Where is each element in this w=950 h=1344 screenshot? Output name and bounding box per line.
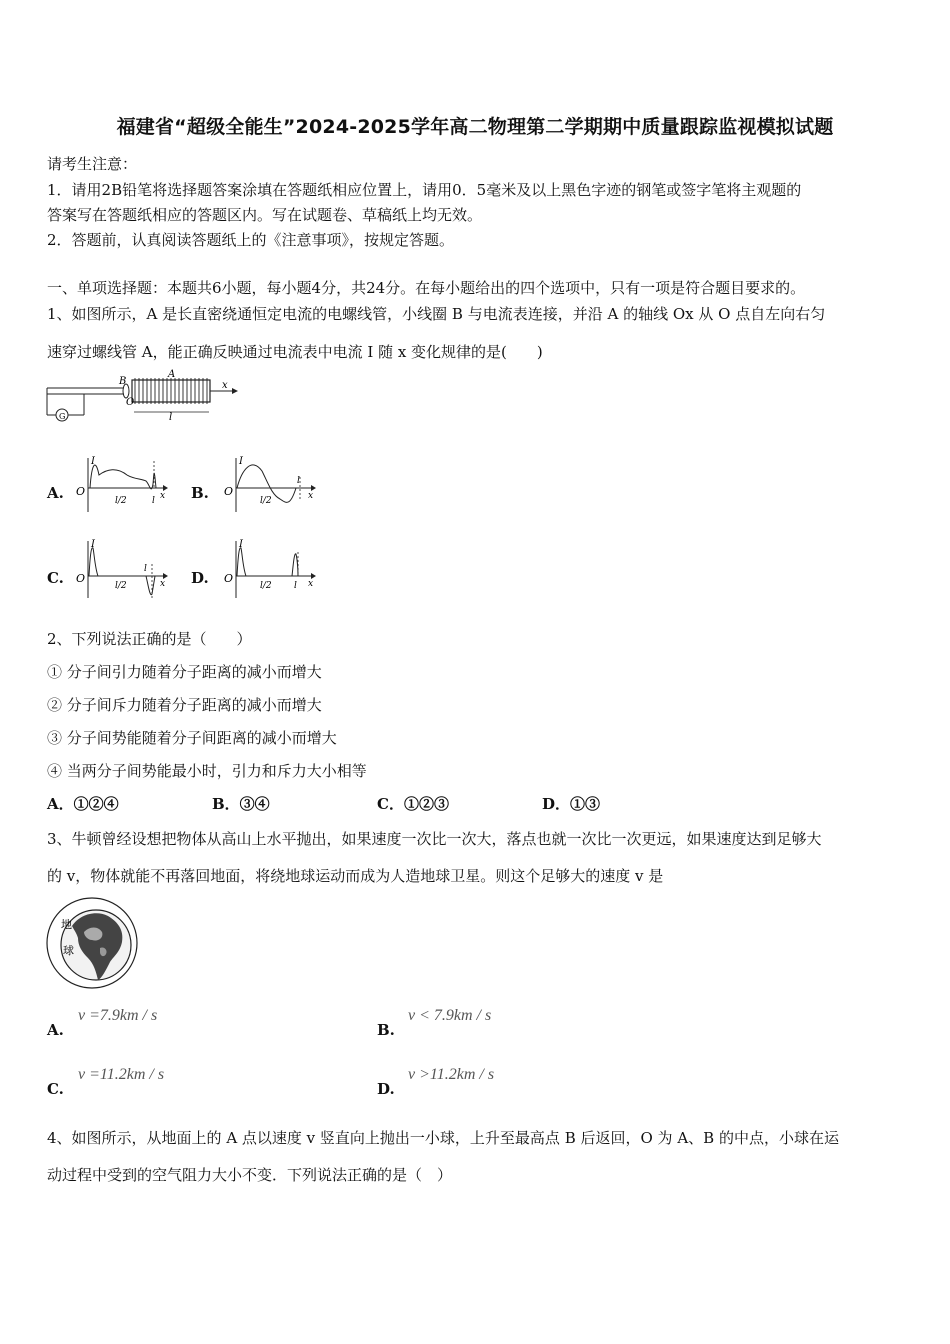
- q1-graph-c[interactable]: [72, 538, 172, 600]
- q1-graph-d[interactable]: [220, 538, 320, 600]
- q3-option-c-formula[interactable]: v =11.2km / s: [78, 1066, 165, 1083]
- q1-option-c-label[interactable]: C.: [47, 569, 64, 587]
- solenoid-figure: [44, 368, 244, 428]
- q3-option-d-label[interactable]: D.: [377, 1080, 395, 1098]
- q2-option-d[interactable]: D．①③: [542, 795, 601, 813]
- graph-a-half: l/2: [115, 496, 127, 506]
- graph-d-x: x: [308, 579, 314, 589]
- fig-label-o: O: [126, 397, 135, 408]
- graph-c-l: l: [144, 564, 147, 574]
- graph-b-l: l: [297, 476, 300, 486]
- q2-statement-2: ② 分子间斥力随着分子距离的减小而增大: [47, 696, 322, 714]
- q1-stem-line-2: 速穿过螺线管 A，能正确反映通过电流表中电流 I 随 x 变化规律的是( ): [47, 343, 543, 361]
- graph-c-x: x: [160, 579, 166, 589]
- graph-c-origin: O: [76, 572, 86, 585]
- q1-graph-a[interactable]: [72, 455, 172, 515]
- q3-option-a-label[interactable]: A.: [47, 1021, 64, 1039]
- earth-figure: [44, 896, 144, 990]
- graph-d-origin: O: [224, 572, 234, 585]
- q2-option-a[interactable]: A．①②④: [47, 795, 119, 813]
- graph-b-origin: O: [224, 485, 234, 498]
- graph-d-half: l/2: [260, 581, 272, 591]
- q1-graph-b[interactable]: [220, 455, 320, 515]
- notice-line-1: 1．请用2B铅笔将选择题答案涂填在答题纸相应位置上，请用0．5毫米及以上黑色字迹的钢笔或签字笔将主观题的: [47, 181, 802, 199]
- fig-label-a: A: [168, 369, 176, 380]
- section-heading: 一、单项选择题：本题共6小题，每小题4分，共24分。在每小题给出的四个选项中，只有一项是符合题目要求的。: [47, 279, 806, 297]
- q2-statement-4: ④ 当两分子间势能最小时，引力和斥力大小相等: [47, 762, 367, 780]
- graph-a-l: l: [152, 496, 155, 506]
- q2-option-b[interactable]: B．③④: [212, 795, 270, 813]
- notice-line-2: 2．答题前，认真阅读答题纸上的《注意事项》，按规定答题。: [47, 231, 455, 249]
- notice-heading: 请考生注意：: [47, 155, 138, 173]
- notice-line-1b: 答案写在答题纸相应的答题区内。写在试题卷、草稿纸上均无效。: [47, 206, 483, 224]
- fig-label-g: G: [59, 412, 66, 421]
- q3-option-a-formula[interactable]: v =7.9km / s: [78, 1007, 158, 1024]
- graph-b-axis-i: I: [239, 456, 243, 467]
- q3-option-c-label[interactable]: C.: [47, 1080, 64, 1098]
- graph-d-axis-i: I: [239, 539, 243, 550]
- graph-a-axis-i: I: [91, 456, 95, 467]
- earth-label-2: 球: [63, 944, 74, 957]
- fig-label-l: l: [169, 412, 173, 423]
- q1-stem-line-1: 1、如图所示，A 是长直密绕通恒定电流的电螺线管，小线圈 B 与电流表连接，并沿 A 的轴线 Ox 从 O 点自左向右匀: [47, 305, 826, 323]
- q3-option-b-formula[interactable]: v < 7.9km / s: [408, 1007, 492, 1024]
- fig-label-b: B: [119, 376, 127, 387]
- fig-label-x: x: [222, 380, 228, 391]
- page-title: 福建省“超级全能生”2024-2025学年高二物理第二学期期中质量跟踪监视模拟试题: [116, 116, 834, 138]
- graph-b-x: x: [308, 491, 314, 501]
- graph-a-origin: O: [76, 485, 86, 498]
- q2-statement-1: ① 分子间引力随着分子距离的减小而增大: [47, 663, 322, 681]
- q2-stem: 2、下列说法正确的是（ ）: [47, 630, 252, 648]
- q4-stem-line-2: 动过程中受到的空气阻力大小不变．下列说法正确的是（ ）: [47, 1166, 453, 1184]
- graph-c-axis-i: I: [91, 539, 95, 550]
- q4-stem-line-1: 4、如图所示，从地面上的 A 点以速度 v 竖直向上抛出一小球，上升至最高点 B 后返回，O 为 A、B 的中点，小球在运: [47, 1129, 839, 1147]
- q1-option-d-label[interactable]: D.: [191, 569, 209, 587]
- q3-option-d-formula[interactable]: v >11.2km / s: [408, 1066, 495, 1083]
- q1-option-a-label[interactable]: A.: [47, 484, 64, 502]
- q2-option-c[interactable]: C．①②③: [377, 795, 449, 813]
- q2-statement-3: ③ 分子间势能随着分子间距离的减小而增大: [47, 729, 337, 747]
- q1-option-b-label[interactable]: B.: [191, 484, 209, 502]
- q3-option-b-label[interactable]: B.: [377, 1021, 395, 1039]
- graph-b-half: l/2: [260, 496, 272, 506]
- graph-d-l: l: [294, 581, 297, 591]
- q3-stem-line-2: 的 v，物体就能不再落回地面，将绕地球运动而成为人造地球卫星。则这个足够大的速度 v 是: [47, 867, 664, 885]
- earth-label-1: 地: [61, 918, 72, 931]
- q3-stem-line-1: 3、牛顿曾经设想把物体从高山上水平抛出，如果速度一次比一次大，落点也就一次比一次更远，如果速度达到足够大: [47, 830, 822, 848]
- graph-a-x: x: [160, 491, 166, 501]
- graph-c-half: l/2: [115, 581, 127, 591]
